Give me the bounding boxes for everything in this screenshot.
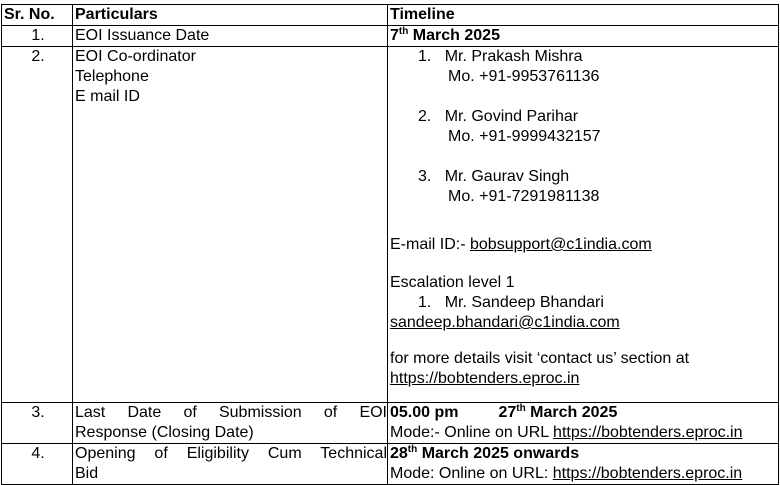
contact-phone: Mo. +91-9953761136 <box>448 68 600 85</box>
opening-day: 28 <box>390 445 408 462</box>
mode-url-link[interactable]: https://bobtenders.eproc.in <box>553 424 743 441</box>
email-line <box>390 235 778 255</box>
mode-line <box>390 423 778 443</box>
escalation-number: 1. <box>418 294 432 311</box>
row-particular: EOI Issuance Date <box>73 26 388 47</box>
contact-3-name-line <box>390 167 778 187</box>
eoi-timeline-table <box>1 4 779 485</box>
escalation-email-link[interactable]: sandeep.bhandari@c1india.com <box>390 314 620 331</box>
bobtenders-link[interactable]: https://bobtenders.eproc.in <box>390 370 580 387</box>
mode-line <box>390 464 778 484</box>
issuance-month-year: March 2025 <box>408 27 500 44</box>
mode-url-link[interactable]: https://bobtenders.eproc.in <box>552 465 743 482</box>
mode-prefix: Mode: Online on URL: <box>390 465 553 482</box>
particular-line: Last Date of Submission of EOI <box>75 404 387 421</box>
contact-phone: Mo. +91-9999432157 <box>448 128 601 145</box>
issuance-day: 7 <box>390 27 399 44</box>
issuance-day-suffix: th <box>398 26 409 37</box>
closing-time: 05.00 pm <box>390 404 459 421</box>
particular-line: Bid <box>75 465 99 482</box>
closing-day-suffix: th <box>516 403 526 414</box>
contact-number: 2. <box>418 108 432 125</box>
closing-day: 27 <box>498 404 517 421</box>
row-number: 4. <box>2 444 73 485</box>
contact-number: 3. <box>418 168 432 185</box>
contact-number: 1. <box>418 48 432 65</box>
contact-name: Mr. Prakash Mishra <box>444 48 583 65</box>
contact-name: Mr. Gaurav Singh <box>444 168 570 185</box>
row-number: 3. <box>2 403 73 444</box>
escalation-name: Mr. Sandeep Bhandari <box>444 294 604 311</box>
opening-month-year: March 2025 onwards <box>417 445 580 462</box>
table-row <box>2 444 779 485</box>
header-particulars: Particulars <box>73 5 388 26</box>
escalation-name-line <box>390 293 778 313</box>
contact-phone: Mo. +91-7291981138 <box>448 188 600 205</box>
opening-day-suffix: th <box>407 444 418 455</box>
row-number: 1. <box>2 26 73 47</box>
coordinator-details <box>388 47 779 403</box>
row-particular <box>73 444 388 485</box>
mode-prefix: Mode:- Online on URL <box>390 424 554 441</box>
row-timeline <box>388 403 779 444</box>
particular-line: Response (Closing Date) <box>75 424 254 441</box>
row-timeline <box>388 26 779 47</box>
more-details-text: for more details visit ‘contact us’ section at <box>390 350 690 367</box>
row-timeline <box>388 444 779 485</box>
opening-date-line <box>390 444 778 464</box>
row-particular <box>73 47 388 403</box>
header-srno: Sr. No. <box>2 5 73 26</box>
contact-2-name-line <box>390 107 778 127</box>
header-timeline: Timeline <box>388 5 779 26</box>
contact-name: Mr. Govind Parihar <box>444 108 579 125</box>
closing-month-year: March 2025 <box>525 404 618 421</box>
closing-date-line <box>390 403 778 423</box>
row-number: 2. <box>2 47 73 403</box>
particular-line: Opening of Eligibility Cum Technical <box>75 445 387 462</box>
escalation-title: Escalation level 1 <box>390 274 515 291</box>
email-label: E-mail ID:- <box>390 236 470 253</box>
row-particular <box>73 403 388 444</box>
table-header-row <box>2 5 779 26</box>
particular-line: Telephone <box>75 68 149 85</box>
particular-line: EOI Co-ordinator <box>75 48 196 65</box>
table-row <box>2 26 779 47</box>
table-row <box>2 47 779 403</box>
table-row <box>2 403 779 444</box>
particular-line: E mail ID <box>75 88 140 105</box>
email-link[interactable]: bobsupport@c1india.com <box>470 236 652 253</box>
contact-1-name-line <box>390 47 778 67</box>
